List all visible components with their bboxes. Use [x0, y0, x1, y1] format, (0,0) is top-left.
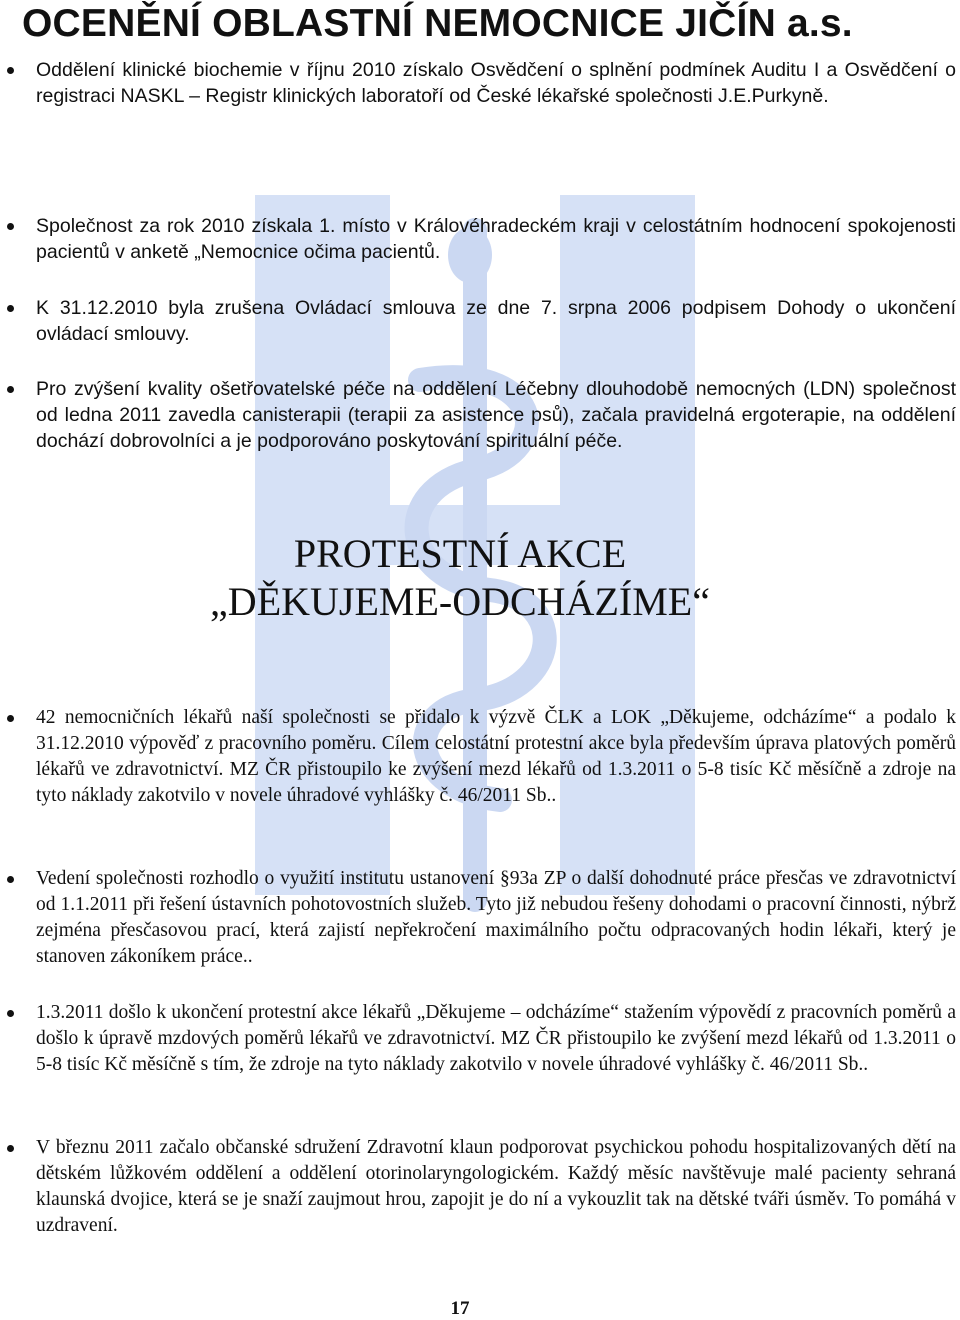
protest-item: V březnu 2011 začalo občanské sdružení Zdravotní klaun podporovat psychickou pohodu hospitalizovaných dětí na dětském lůžkovém oddělení a oddělení otorinolaryngologickém. Každý měsíc navštěvuje malé pacienty sehraná klaunská dvojice, která se je snaží zaujmout hrou, zapojit je do ní a vykouzlit tak na dětské tváři úsměv. To pomáhá v uzdravení. — [36, 1135, 956, 1239]
protest-item: 42 nemocničních lékařů naší společnosti se přidalo k výzvě ČLK a LOK „Děkujeme, odcházíme“ a podalo k 31.12.2010 výpověď z pracovního poměru. Cílem celostátní protestní akce byla především úprava platových poměrů lékařů ve zdravotnictví. MZ ČR přistoupilo ke zvýšení mezd lékařů od 1.3.2011 o 5-8 tisíc Kč měsíčně a zdroje na tyto náklady zakotvilo v novele úhradové vyhlášky č. 46/2011 Sb.. — [36, 705, 956, 809]
award-item: Pro zvýšení kvality ošetřovatelské péče na oddělení Léčebny dlouhodobě nemocných (LDN) společnost od ledna 2011 zavedla canisterapii (terapii za asistence psů), začala pravidelná ergoterapie, na oddělení dochází dobrovolníci a je podporováno poskytování spirituální péče. — [36, 378, 956, 452]
award-item: K 31.12.2010 byla zrušena Ovládací smlouva ze dne 7. srpna 2006 podpisem Dohody o ukončení ovládací smlouvy. — [36, 297, 956, 345]
protest-title-line2: „DĚKUJEME-ODCHÁZÍME“ — [210, 579, 710, 624]
award-item: Oddělení klinické biochemie v říjnu 2010 získalo Osvědčení o splnění podmínek Auditu I a Osvědčení o registraci NASKL – Registr klinických laboratoří od České lékařské společnosti J.E.Purkyně. — [36, 59, 956, 107]
protest-title-line1: PROTESTNÍ AKCE — [293, 531, 627, 576]
page-title: OCENĚNÍ OBLASTNÍ NEMOCNICE JIČÍN a.s. — [22, 2, 853, 45]
award-item: Společnost za rok 2010 získala 1. místo v Královéhradeckém kraji v celostátním hodnocení spokojenosti pacientů v anketě „Nemocnice očima pacientů. — [36, 215, 956, 263]
page-number: 17 — [450, 1298, 470, 1319]
protest-item: 1.3.2011 došlo k ukončení protestní akce lékařů „Děkujeme – odcházíme“ stažením výpovědí z pracovních poměrů a došlo k úpravě mzdových poměrů lékařů ve zdravotnictví. MZ ČR přistoupilo ke zvýšení mezd lékařů od 1.3.2011 o 5-8 tisíc Kč měsíčně s tím, že zdroje na tyto náklady zakotvilo v novele úhradové vyhlášky č. 46/2011 Sb.. — [36, 1000, 956, 1078]
protest-item: Vedení společnosti rozhodlo o využití institutu ustanovení §93a ZP o další dohodnuté práce přesčas ve zdravotnictví od 1.1.2011 při řešení ústavních pohotovostních služeb. Tyto již nebudou řešeny dohodami o pracovní činnosti, nýbrž zejména přesčasovou prací, která zajistí nepřekročení maximálního počtu odpracovaných hodin lékaři, který je stanoven zákoníkem práce.. — [36, 866, 956, 970]
